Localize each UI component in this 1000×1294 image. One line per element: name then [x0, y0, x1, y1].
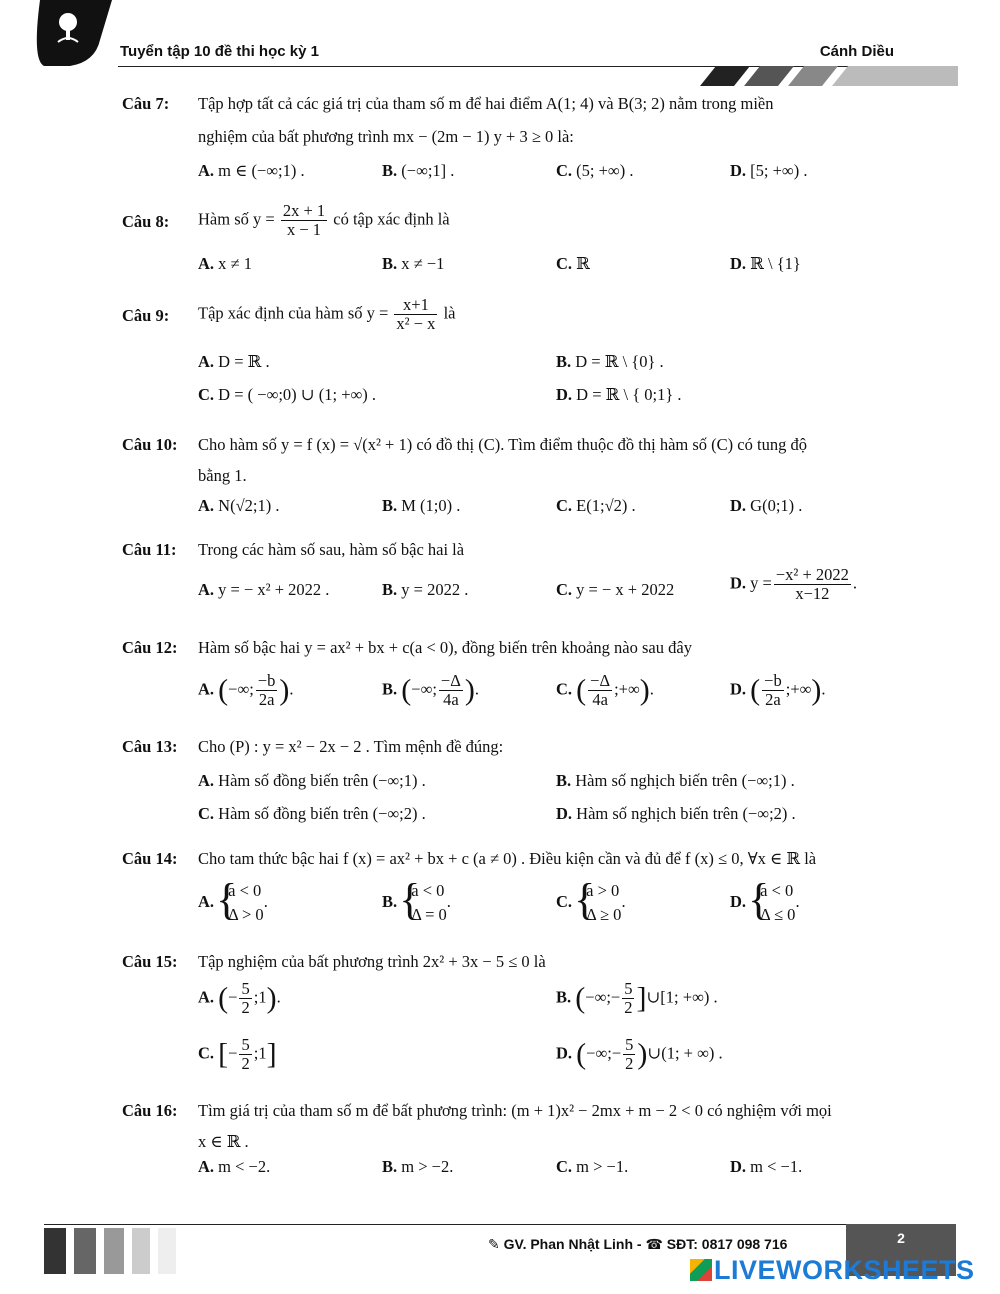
- option-a[interactable]: A. x ≠ 1: [198, 254, 252, 273]
- question-text: Hàm số y = $\frac{2x + 1}{x - 1}$ có tập xác định là: [198, 201, 450, 239]
- option-d[interactable]: D. D = ℝ \ { 0;1} .: [556, 385, 682, 404]
- option-b[interactable]: B. { a < 0 Δ = 0 .: [382, 879, 451, 927]
- question-text: Cho tam thức bậc hai f (x) = ax² + bx + c (a ≠ 0) . Điều kiện cần và đủ để f (x) ≤ 0, ∀x ∈ ℝ là: [198, 849, 817, 868]
- question-15: [122, 952, 902, 1087]
- option-c[interactable]: C. ( $\frac{-\Delta}{4a}$ ;+∞).: [556, 671, 654, 709]
- option-c[interactable]: C. [− $\frac{5}{2}$ ;1]: [198, 1035, 277, 1073]
- option-b[interactable]: B. M (1;0) .: [382, 496, 461, 515]
- option-d[interactable]: D. [5; +∞) .: [730, 161, 808, 180]
- question-text: Tập xác định của hàm số y = $\frac{x+1}{\text{x² − x}}$ là: [198, 295, 456, 333]
- option-c[interactable]: C. y = − x + 2022: [556, 580, 675, 599]
- question-label: Câu 8:: [122, 212, 170, 231]
- question-8: [122, 202, 902, 282]
- question-text: Hàm số bậc hai y = ax² + bx + c(a < 0), đồng biến trên khoảng nào sau đây: [198, 638, 692, 657]
- option-d[interactable]: D. y = $\frac{\text{−x² + 2022}}{x-12}$ .: [730, 565, 858, 603]
- question-14: [122, 849, 902, 939]
- option-c[interactable]: C. { a > 0 Δ ≥ 0 .: [556, 879, 626, 927]
- option-a[interactable]: A. m ∈ (−∞;1) .: [198, 161, 305, 180]
- option-b[interactable]: B. (−∞;1] .: [382, 161, 455, 180]
- question-label: Câu 15:: [122, 952, 178, 971]
- option-a[interactable]: A. y = − x² + 2022 .: [198, 580, 330, 599]
- option-d[interactable]: D. { a < 0 Δ ≤ 0 .: [730, 879, 800, 927]
- option-c[interactable]: C. (5; +∞) .: [556, 161, 634, 180]
- option-b[interactable]: B. m > −2.: [382, 1157, 454, 1176]
- option-c[interactable]: C. ℝ: [556, 254, 590, 273]
- option-b[interactable]: B. (−∞; $\frac{-\Delta}{4a}$ ).: [382, 671, 479, 709]
- option-c[interactable]: C. D = ( −∞;0) ∪ (1; +∞) .: [198, 385, 377, 404]
- option-c[interactable]: C. Hàm số đồng biến trên (−∞;2) .: [198, 804, 426, 823]
- question-16: [122, 1101, 902, 1181]
- footer-blocks: [44, 1224, 184, 1274]
- option-a[interactable]: A. (−∞; $\frac{-b}{2a}$ ).: [198, 671, 294, 709]
- option-c[interactable]: C. m > −1.: [556, 1157, 629, 1176]
- question-label: Câu 16:: [122, 1101, 178, 1120]
- question-text: Tập nghiệm của bất phương trình 2x² + 3x − 5 ≤ 0 là: [198, 952, 546, 971]
- question-label: Câu 9:: [122, 306, 170, 325]
- question-label: Câu 11:: [122, 540, 177, 559]
- question-text: Cho (P) : y = x² − 2x − 2 . Tìm mệnh đề đúng:: [198, 737, 504, 756]
- liveworksheets-logo-icon: [690, 1259, 712, 1281]
- question-13: [122, 737, 902, 827]
- document-title: Tuyển tập 10 đề thi học kỳ 1: [120, 43, 319, 60]
- option-a[interactable]: A. N(√2;1) .: [198, 496, 280, 515]
- question-text: Cho hàm số y = f (x) = √(x² + 1) có đồ thị (C). Tìm điểm thuộc đồ thị hàm số (C) có tung độ: [198, 435, 807, 454]
- question-9: [122, 296, 902, 411]
- logo-icon: [0, 0, 112, 70]
- question-12: [122, 638, 902, 723]
- document-subject: Cánh Diều: [819, 43, 894, 60]
- option-d[interactable]: D. ℝ \ {1}: [730, 254, 801, 273]
- question-7: [122, 94, 902, 184]
- option-a[interactable]: A. Hàm số đồng biến trên (−∞;1) .: [198, 771, 426, 790]
- question-label: Câu 10:: [122, 435, 178, 454]
- option-b[interactable]: B. Hàm số nghịch biến trên (−∞;1) .: [556, 771, 795, 790]
- notebook-icon: ✎: [488, 1236, 500, 1252]
- option-b[interactable]: B. x ≠ −1: [382, 254, 445, 273]
- question-label: Câu 13:: [122, 737, 178, 756]
- option-a[interactable]: A. D = ℝ .: [198, 352, 270, 371]
- question-text-line2: nghiệm của bất phương trình mx − (2m − 1) y + 3 ≥ 0 là:: [198, 127, 574, 146]
- question-label: Câu 14:: [122, 849, 178, 868]
- question-text: Trong các hàm số sau, hàm số bậc hai là: [198, 540, 465, 559]
- option-a[interactable]: A. (− $\frac{5}{2}$ ;1).: [198, 979, 281, 1017]
- option-d[interactable]: D. (−∞;− $\frac{5}{2}$ )∪(1; + ∞) .: [556, 1035, 723, 1073]
- option-b[interactable]: B. D = ℝ \ {0} .: [556, 352, 664, 371]
- option-d[interactable]: D. ( $\frac{-b}{2a}$ ;+∞).: [730, 671, 826, 709]
- question-text-line2: bằng 1.: [198, 466, 247, 485]
- option-b[interactable]: B. y = 2022 .: [382, 580, 469, 599]
- question-11: [122, 540, 902, 620]
- page-number: 2: [897, 1230, 905, 1246]
- question-label: Câu 12:: [122, 638, 178, 657]
- question-10: [122, 435, 902, 525]
- question-text: Tập hợp tất cả các giá trị của tham số m để hai điểm A(1; 4) và B(3; 2) nằm trong miền: [198, 94, 774, 113]
- liveworksheets-brand[interactable]: LIVEWORKSHEETS: [690, 1255, 975, 1286]
- option-c[interactable]: C. E(1;√2) .: [556, 496, 636, 515]
- question-text-line2: x ∈ ℝ .: [198, 1132, 249, 1151]
- option-d[interactable]: D. G(0;1) .: [730, 496, 803, 515]
- option-b[interactable]: B. (−∞;− $\frac{5}{2}$ ]∪[1; +∞) .: [556, 979, 718, 1017]
- option-d[interactable]: D. m < −1.: [730, 1157, 803, 1176]
- question-label: Câu 7:: [122, 94, 170, 113]
- question-text: Tìm giá trị của tham số m để bất phương trình: (m + 1)x² − 2mx + m − 2 < 0 có nghiệm với mọi: [198, 1101, 832, 1120]
- teacher-contact: ✎ GV. Phan Nhật Linh - ☎ SĐT: 0817 098 716: [488, 1236, 788, 1252]
- option-a[interactable]: A. { a < 0 Δ > 0 .: [198, 879, 268, 927]
- option-d[interactable]: D. Hàm số nghịch biến trên (−∞;2) .: [556, 804, 796, 823]
- option-a[interactable]: A. m < −2.: [198, 1157, 271, 1176]
- header-stripes: [690, 66, 958, 86]
